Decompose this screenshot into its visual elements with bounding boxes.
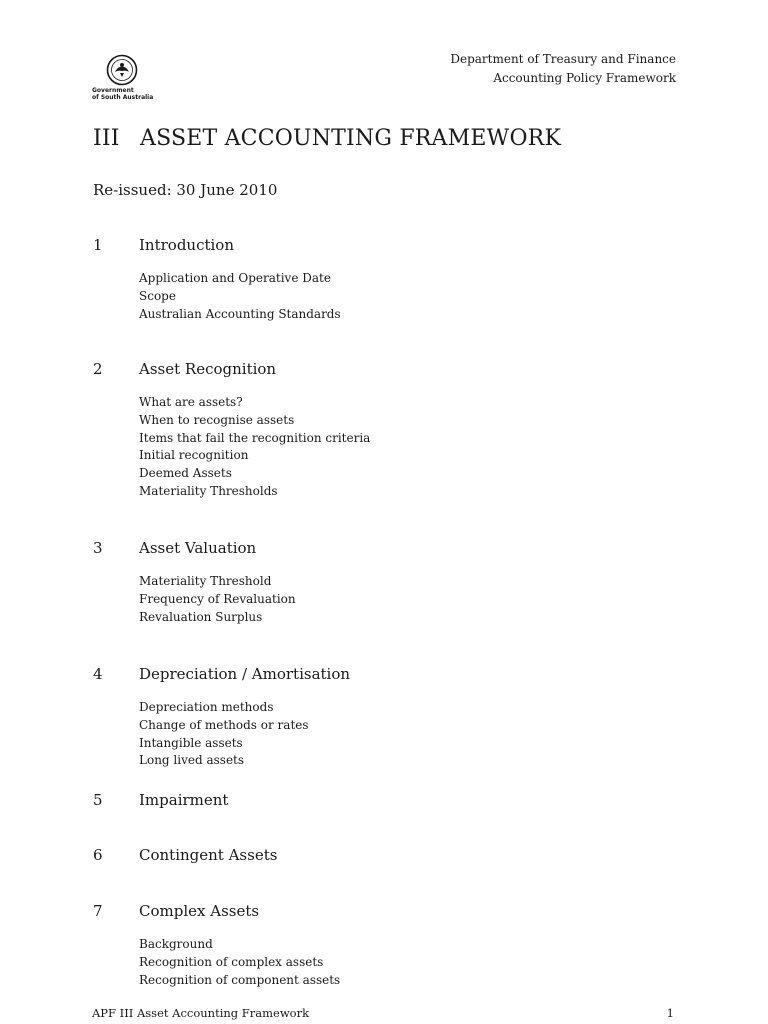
section-number: 6: [93, 846, 103, 864]
list-item: Deemed Assets: [139, 466, 232, 481]
subitem-list: [139, 936, 340, 989]
list-item: When to recognise assets: [139, 412, 295, 427]
page-number: 1: [666, 1006, 674, 1020]
subitem-list: [139, 270, 341, 323]
title-text: ASSET ACCOUNTING FRAMEWORK: [140, 126, 562, 151]
list-item: Revaluation Surplus: [139, 609, 263, 624]
section-title: Impairment: [139, 791, 229, 809]
list-item: What are assets?: [139, 395, 243, 409]
section-title: Introduction: [139, 236, 234, 254]
list-item: Australian Accounting Standards: [139, 306, 341, 321]
section-contingent-assets: [93, 844, 653, 866]
page-footer: [92, 1006, 676, 1020]
section-heading: [93, 537, 653, 559]
section-heading: [93, 900, 653, 922]
section-heading: [93, 844, 653, 866]
subitem-list: [139, 394, 370, 501]
list-item: Change of methods or rates: [139, 717, 309, 732]
list-item: Materiality Thresholds: [139, 483, 278, 498]
subitem-list: [139, 699, 309, 770]
section-title: Complex Assets: [139, 902, 260, 920]
list-item: Items that fail the recognition criteria: [139, 430, 371, 445]
section-heading: [93, 663, 653, 685]
piping-shrike-emblem-icon: [106, 54, 138, 86]
framework-name: Accounting Policy Framework: [493, 71, 676, 85]
section-heading: [93, 358, 653, 380]
section-number: 5: [93, 791, 103, 809]
section-number: 4: [93, 665, 103, 683]
section-title: Asset Recognition: [139, 360, 277, 378]
logo-text: [92, 87, 156, 101]
government-logo: [92, 54, 156, 101]
header-right: [450, 50, 676, 88]
section-title: Depreciation / Amortisation: [139, 665, 351, 683]
section-complex-assets: [93, 900, 653, 987]
section-number: 1: [93, 236, 103, 254]
section-asset-valuation: [93, 537, 653, 624]
section-title: Asset Valuation: [139, 539, 257, 557]
title-roman-numeral: III: [93, 126, 120, 151]
section-introduction: [93, 234, 653, 321]
section-impairment: [93, 789, 653, 811]
department-name: Department of Treasury and Finance: [450, 52, 676, 66]
reissued-date: Re-issued: 30 June 2010: [93, 181, 278, 199]
list-item: Frequency of Revaluation: [139, 591, 296, 606]
section-number: 2: [93, 360, 103, 378]
section-heading: [93, 234, 653, 256]
list-item: Background: [139, 937, 213, 951]
list-item: Depreciation methods: [139, 700, 274, 714]
list-item: Intangible assets: [139, 735, 243, 750]
section-asset-recognition: [93, 358, 653, 498]
section-number: 3: [93, 539, 103, 557]
list-item: Scope: [139, 288, 176, 303]
list-item: Long lived assets: [139, 753, 245, 768]
section-number: 7: [93, 902, 103, 920]
list-item: Recognition of component assets: [139, 972, 341, 987]
document-title: [93, 126, 561, 151]
logo-text-line2: of South Australia: [92, 94, 154, 101]
logo-text-line1: Government: [92, 87, 134, 94]
section-depreciation-amortisation: [93, 663, 653, 768]
list-item: Materiality Threshold: [139, 574, 272, 588]
subitem-list: [139, 573, 296, 626]
footer-document-name: APF III Asset Accounting Framework: [92, 1006, 310, 1020]
list-item: Recognition of complex assets: [139, 954, 324, 969]
section-title: Contingent Assets: [139, 846, 278, 864]
list-item: Application and Operative Date: [139, 271, 331, 285]
list-item: Initial recognition: [139, 448, 249, 463]
section-heading: [93, 789, 653, 811]
